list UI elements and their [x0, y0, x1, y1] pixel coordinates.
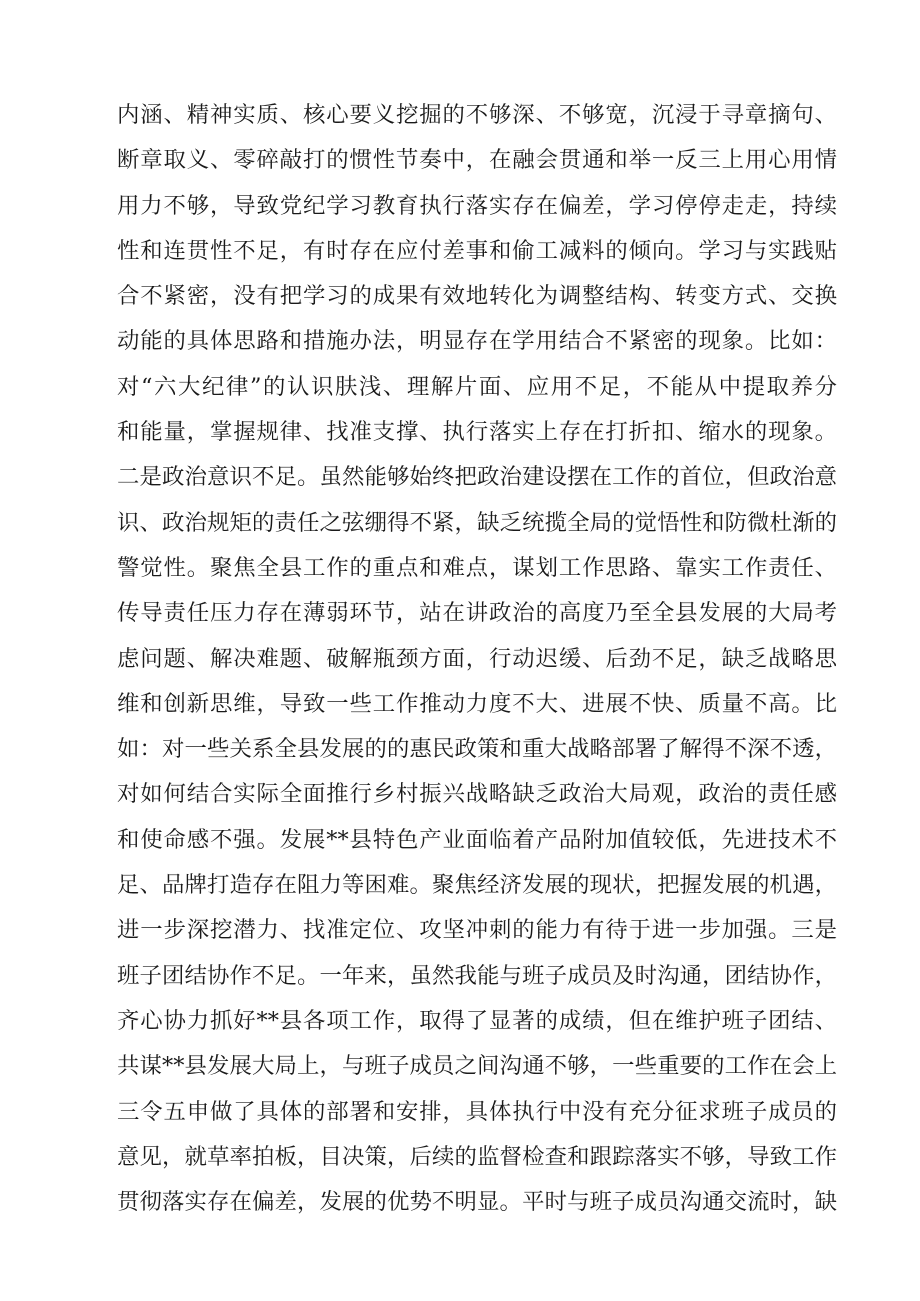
text-line: 三令五申做了具体的部署和安排，具体执行中没有充分征求班子成员的: [117, 1098, 837, 1125]
text-line: 进一步深挖潜力、找准定位、攻坚冲刺的能力有待于进一步加强。三是: [117, 917, 837, 944]
text-line: 内涵、精神实质、核心要义挖掘的不够深、不够宽，沉浸于寻章摘句、: [117, 102, 837, 128]
text-line: 对如何结合实际全面推行乡村振兴战略缺乏政治大局观，政治的责任感: [117, 781, 837, 808]
text-line: 虑问题、解决难题、破解瓶颈方面，行动迟缓、后劲不足，缺乏战略思: [117, 645, 837, 672]
text-line: 警觉性。聚焦全县工作的重点和难点，谋划工作思路、靠实工作责任、: [117, 554, 837, 581]
text-line: 合不紧密，没有把学习的成果有效地转化为调整结构、转变方式、交换: [117, 283, 837, 310]
text-line: 对“六大纪律”的认识肤浅、理解片面、应用不足，不能从中提取养分: [117, 373, 837, 400]
text-line: 共谋**县发展大局上，与班子成员之间沟通不够，一些重要的工作在会上: [117, 1053, 837, 1080]
text-line: 和能量，掌握规律、找准支撑、执行落实上存在打折扣、缩水的现象。: [117, 419, 837, 446]
text-line: 断章取义、零碎敲打的惯性节奏中，在融会贯通和举一反三上用心用情: [117, 147, 837, 174]
text-line: 传导责任压力存在薄弱环节，站在讲政治的高度乃至全县发展的大局考: [117, 600, 837, 627]
text-line: 二是政治意识不足。虽然能够始终把政治建设摆在工作的首位，但政治意: [117, 464, 837, 491]
text-line: 意见，就草率拍板，目决策，后续的监督检查和跟踪落实不够，导致工作: [117, 1143, 837, 1170]
text-line: 和使命感不强。发展**县特色产业面临着产品附加值较低，先进技术不: [117, 826, 837, 853]
text-line: 齐心协力抓好**县各项工作，取得了显著的成绩，但在维护班子团结、: [117, 1007, 837, 1034]
text-line: 动能的具体思路和措施办法，明显存在学用结合不紧密的现象。比如：: [117, 328, 837, 355]
text-line: 班子团结协作不足。一年来，虽然我能与班子成员及时沟通，团结协作，: [117, 962, 837, 989]
text-line: 维和创新思维，导致一些工作推动力度不大、进展不快、质量不高。比: [117, 690, 837, 717]
text-line: 如：对一些关系全县发展的的惠民政策和重大战略部署了解得不深不透，: [117, 736, 837, 763]
text-line: 识、政治规矩的责任之弦绷得不紧，缺乏统揽全局的觉悟性和防微杜渐的: [117, 509, 837, 536]
body-text: [117, 93, 837, 1225]
text-line: 性和连贯性不足，有时存在应付差事和偷工减料的倾向。学习与实践贴: [117, 237, 837, 264]
text-line: 足、品牌打造存在阻力等困难。聚焦经济发展的现状，把握发展的机遇，: [117, 872, 837, 899]
text-line: 贯彻落实存在偏差，发展的优势不明显。平时与班子成员沟通交流时，缺: [117, 1189, 837, 1216]
text-line: 用力不够，导致党纪学习教育执行落实存在偏差，学习停停走走，持续: [117, 192, 837, 219]
